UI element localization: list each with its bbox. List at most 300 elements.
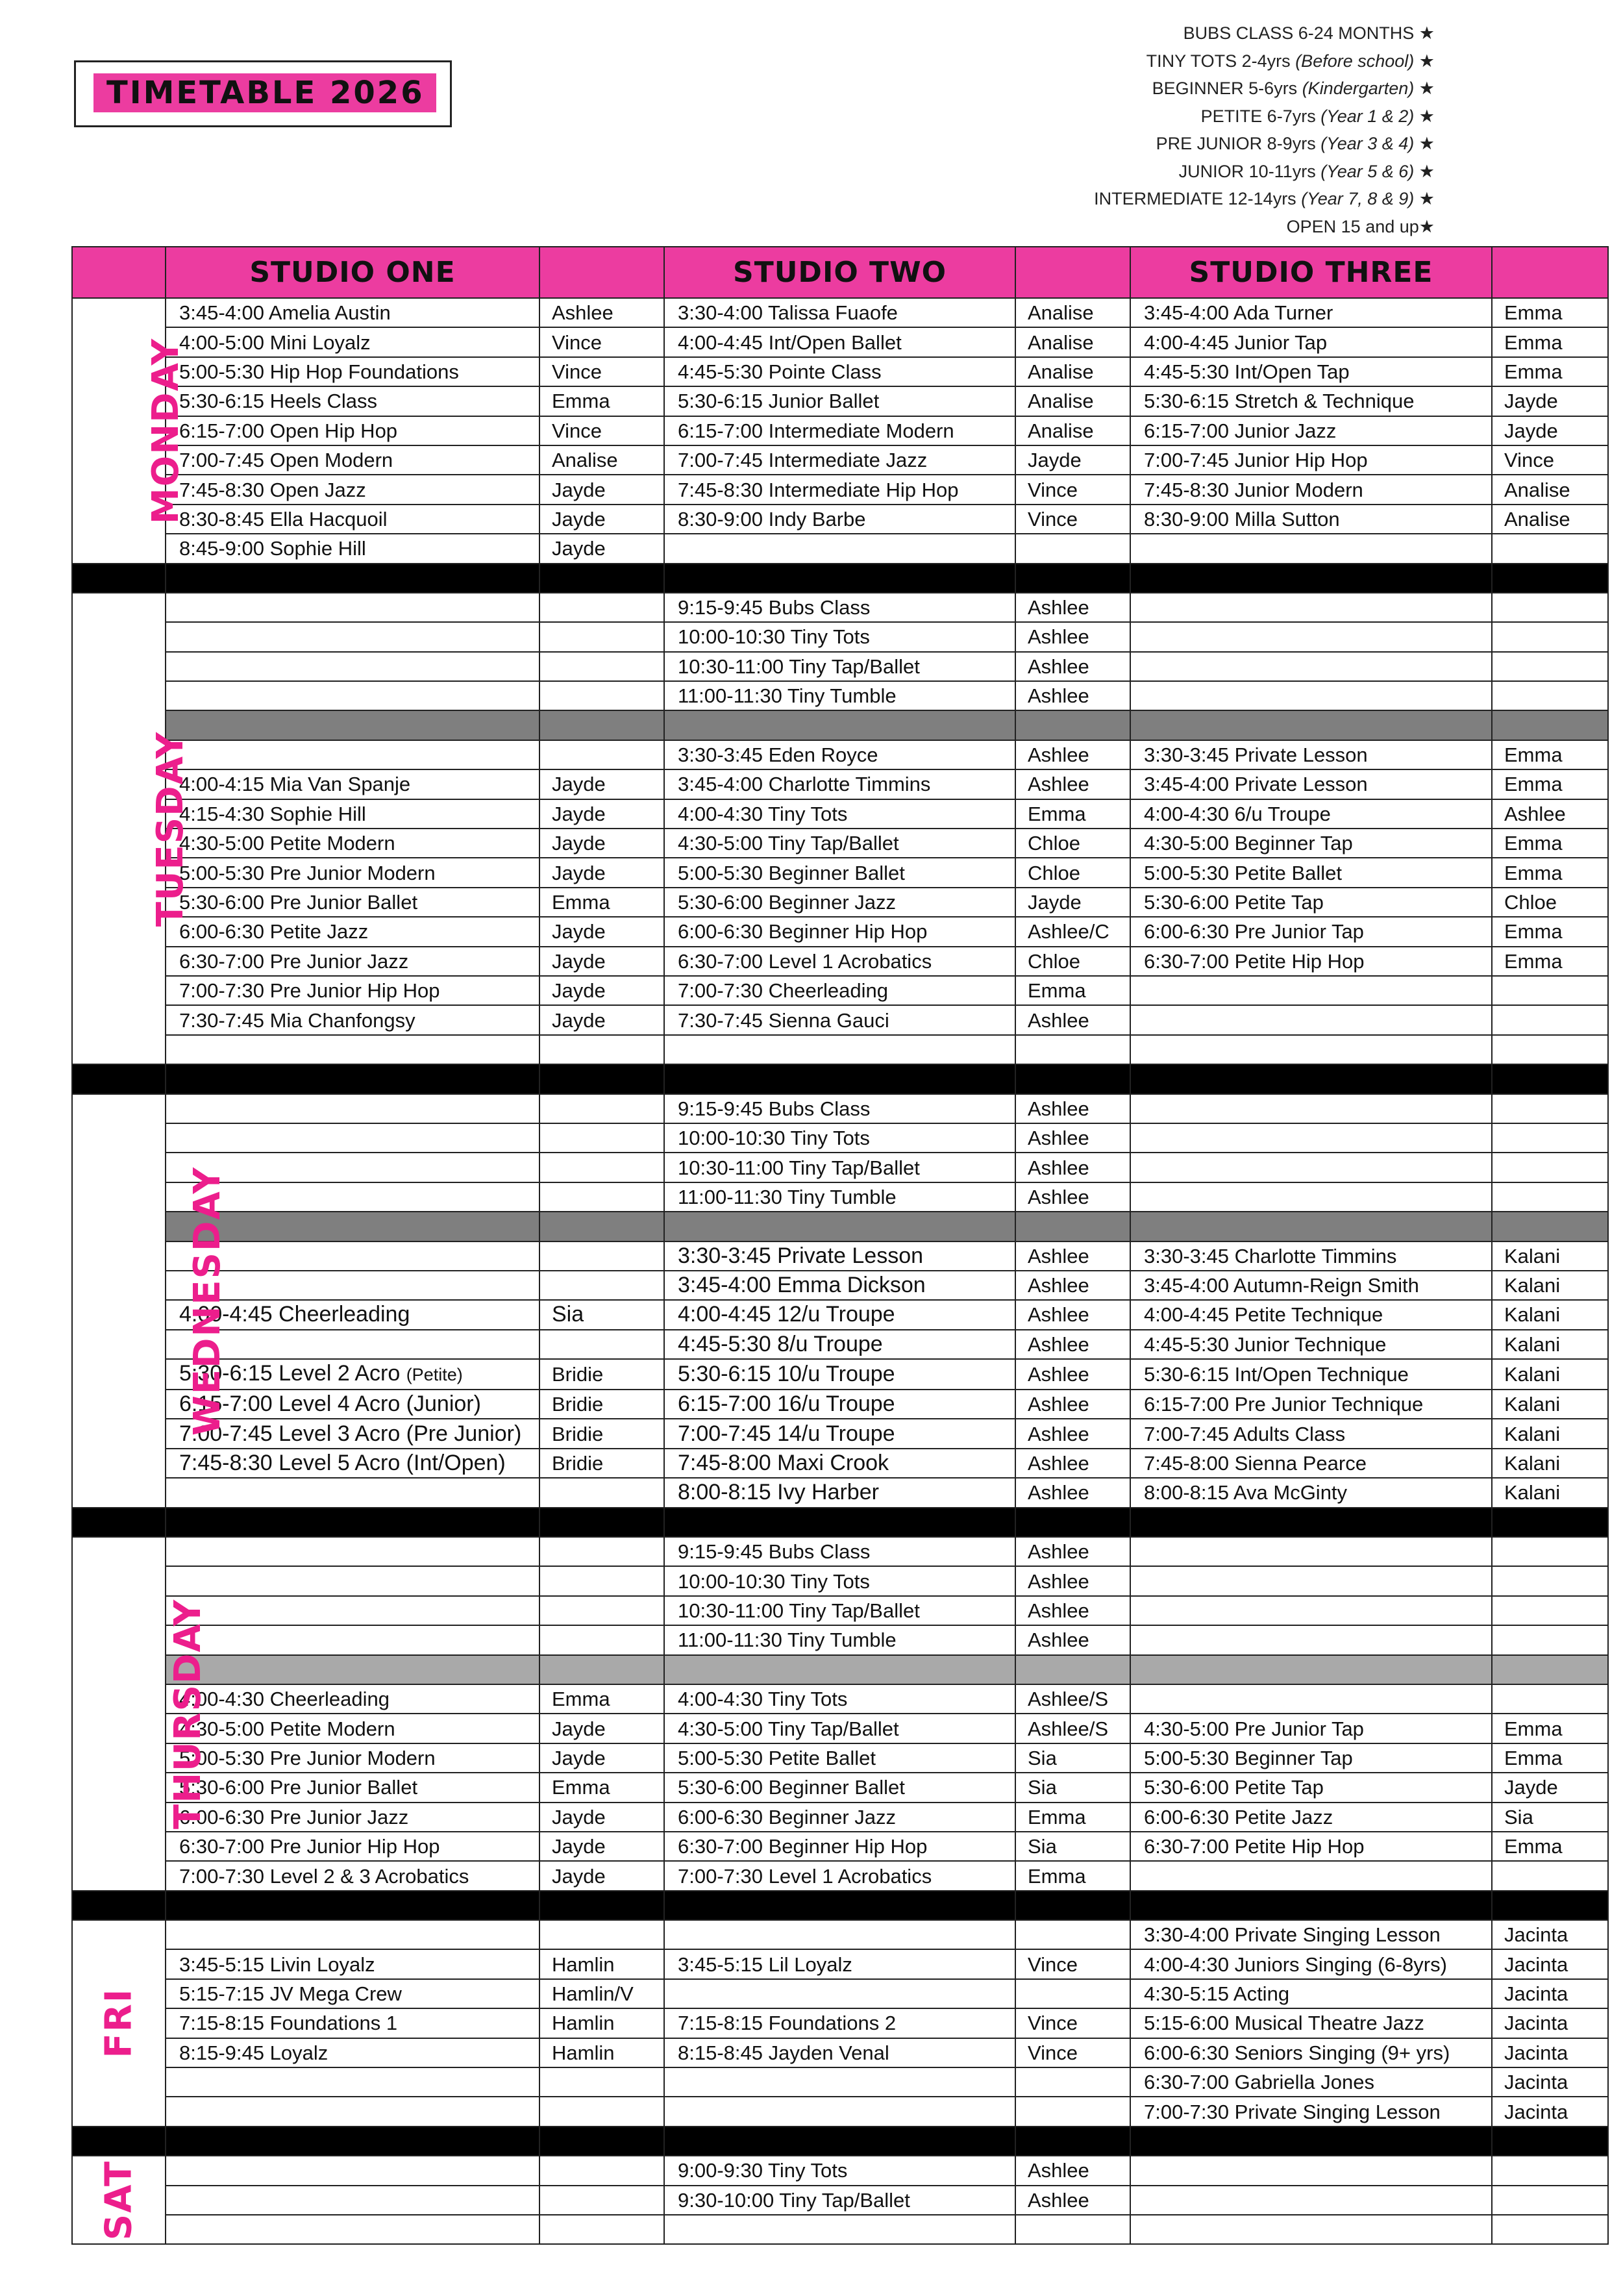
teacher-cell: Ashlee — [1015, 1390, 1130, 1419]
star-icon: ★ — [1414, 189, 1435, 208]
break-cell — [539, 1212, 664, 1241]
class-cell: 7:00-7:45 Adults Class — [1130, 1419, 1492, 1448]
teacher-cell: Ashlee — [1015, 1182, 1130, 1212]
teacher-cell: Ashlee — [1015, 2186, 1130, 2215]
teacher-cell: Ashlee/C — [1015, 917, 1130, 946]
class-row — [72, 416, 1608, 445]
class-cell: 6:00-6:30 Beginner Jazz — [664, 1803, 1015, 1832]
class-cell: 5:00-5:30 Beginner Tap — [1130, 1743, 1492, 1773]
class-row — [72, 2156, 1608, 2185]
class-row — [72, 1537, 1608, 1566]
day-label — [72, 1094, 229, 1508]
teacher-cell: Jayde — [539, 1832, 664, 1861]
day-divider-cell — [1492, 1891, 1608, 1920]
class-cell — [166, 1123, 539, 1153]
teacher-cell: Emma — [1492, 298, 1608, 327]
class-row — [72, 2097, 1608, 2126]
class-cell: 4:00-4:30 Tiny Tots — [664, 799, 1015, 829]
teacher-cell: Vince — [539, 327, 664, 356]
teacher-cell: Ashlee — [1015, 1566, 1130, 1595]
studio-header — [664, 247, 1015, 298]
class-row — [72, 1390, 1608, 1419]
teacher-cell: Emma — [1492, 1714, 1608, 1743]
teacher-cell: Jayde — [539, 769, 664, 799]
teacher-cell: Ashlee — [1015, 1419, 1130, 1448]
teacher-cell — [539, 652, 664, 681]
teacher-cell: Emma — [1015, 976, 1130, 1005]
class-cell: 5:30-6:00 Petite Tap — [1130, 1773, 1492, 1802]
teacher-cell: Ashlee — [1015, 1537, 1130, 1566]
class-cell: 6:15-7:00 16/u Troupe — [664, 1390, 1015, 1419]
day-name: WEDNESDAY — [186, 1166, 229, 1436]
teacher-cell — [539, 1330, 664, 1359]
class-row — [72, 1566, 1608, 1595]
class-cell: 4:30-5:00 Tiny Tap/Ballet — [664, 1714, 1015, 1743]
star-icon: ★ — [1414, 161, 1435, 181]
legend-line — [1094, 158, 1435, 186]
class-cell: 7:45-8:00 Sienna Pearce — [1130, 1449, 1492, 1478]
studio-name: STUDIO THREE — [1189, 256, 1433, 289]
break-cell — [664, 710, 1015, 740]
class-cell: 4:00-4:45 Petite Technique — [1130, 1300, 1492, 1329]
teacher-cell: Sia — [1015, 1773, 1130, 1802]
class-row — [72, 327, 1608, 356]
class-cell: 5:30-6:15 Stretch & Technique — [1130, 386, 1492, 416]
class-cell: 5:30-6:15 Junior Ballet — [664, 386, 1015, 416]
teacher-cell — [1492, 2156, 1608, 2185]
class-cell: 4:00-4:45 Junior Tap — [1130, 327, 1492, 356]
legend-label: PETITE 6-7yrs — [1200, 106, 1321, 126]
class-cell: 5:30-6:00 Beginner Ballet — [664, 1773, 1015, 1802]
teacher-cell: Hamlin — [539, 1949, 664, 1978]
class-cell: 10:00-10:30 Tiny Tots — [664, 1123, 1015, 1153]
teacher-cell: Jayde — [1015, 445, 1130, 475]
teacher-cell: Jayde — [539, 1803, 664, 1832]
class-cell — [166, 1920, 539, 1949]
teacher-cell: Sia — [1492, 1803, 1608, 1832]
teacher-cell: Analise — [1492, 475, 1608, 504]
class-row — [72, 829, 1608, 858]
class-row — [72, 622, 1608, 651]
class-cell: 4:30-5:00 Beginner Tap — [1130, 829, 1492, 858]
class-row — [72, 1330, 1608, 1359]
star-icon: ★ — [1419, 216, 1435, 236]
day-divider-cell — [1492, 1064, 1608, 1093]
day-divider-cell — [72, 1064, 166, 1093]
day-divider-cell — [72, 2127, 166, 2156]
class-row — [72, 1005, 1608, 1034]
class-cell: 6:15-7:00 Open Hip Hop — [166, 416, 539, 445]
day-divider — [72, 564, 1608, 593]
title-banner — [93, 73, 436, 112]
legend-label: TINY TOTS 2-4yrs — [1146, 51, 1296, 71]
class-row — [72, 1359, 1608, 1390]
teacher-cell: Kalani — [1492, 1242, 1608, 1271]
teacher-cell: Emma — [1492, 357, 1608, 386]
teacher-cell: Ashlee/S — [1015, 1714, 1130, 1743]
day-label — [72, 1537, 210, 1891]
teacher-cell: Vince — [539, 357, 664, 386]
legend-school-year: (Year 7, 8 & 9) — [1301, 189, 1415, 208]
teacher-cell: Bridie — [539, 1419, 664, 1448]
class-cell: 7:00-7:30 Cheerleading — [664, 976, 1015, 1005]
teacher-cell — [1015, 1920, 1130, 1949]
class-cell: 9:00-9:30 Tiny Tots — [664, 2156, 1015, 2185]
class-cell: 7:30-7:45 Sienna Gauci — [664, 1005, 1015, 1034]
class-cell — [1130, 1861, 1492, 1890]
class-cell — [166, 2215, 539, 2244]
class-cell: 3:45-4:00 Ada Turner — [1130, 298, 1492, 327]
teacher-cell: Emma — [1492, 769, 1608, 799]
class-row — [72, 1123, 1608, 1153]
class-row — [72, 593, 1608, 622]
teacher-cell — [539, 2097, 664, 2126]
teacher-cell: Kalani — [1492, 1330, 1608, 1359]
day-divider-cell — [166, 2127, 539, 2156]
teacher-cell — [539, 740, 664, 769]
day-label — [72, 2156, 166, 2244]
class-cell: 5:30-6:15 Heels Class — [166, 386, 539, 416]
teacher-cell: Emma — [539, 888, 664, 917]
day-name: TUESDAY — [149, 730, 192, 927]
break-cell — [166, 710, 539, 740]
teacher-cell: Vince — [1492, 445, 1608, 475]
class-cell: 8:45-9:00 Sophie Hill — [166, 534, 539, 563]
teacher-cell: Kalani — [1492, 1359, 1608, 1390]
teacher-cell — [539, 593, 664, 622]
class-row — [72, 1861, 1608, 1890]
class-cell: 7:15-8:15 Foundations 1 — [166, 2008, 539, 2038]
teacher-cell: Sia — [1015, 1743, 1130, 1773]
teacher-cell — [1015, 2097, 1130, 2126]
break-cell — [1015, 1655, 1130, 1684]
day-label — [72, 593, 192, 1064]
class-row — [72, 1684, 1608, 1714]
class-row — [72, 1714, 1608, 1743]
teacher-cell: Jacinta — [1492, 2067, 1608, 2097]
class-cell: 8:30-9:00 Milla Sutton — [1130, 505, 1492, 534]
teacher-cell: Jacinta — [1492, 2038, 1608, 2067]
teacher-cell — [1015, 2215, 1130, 2244]
teacher-cell: Ashlee — [1015, 1330, 1130, 1359]
teacher-cell: Kalani — [1492, 1449, 1608, 1478]
day-divider-cell — [664, 564, 1015, 593]
day-divider-cell — [1492, 564, 1608, 593]
class-cell — [166, 622, 539, 651]
class-row — [72, 1035, 1608, 1064]
teacher-cell: Chloe — [1015, 947, 1130, 976]
studio-name: STUDIO ONE — [249, 256, 456, 289]
class-cell: 7:45-8:00 Maxi Crook — [664, 1449, 1015, 1478]
teacher-cell — [1492, 1566, 1608, 1595]
teacher-cell: Kalani — [1492, 1271, 1608, 1300]
class-row — [72, 2186, 1608, 2215]
teacher-cell: Emma — [1015, 799, 1130, 829]
class-cell: 4:00-4:15 Mia Van Spanje — [166, 769, 539, 799]
teacher-cell — [539, 1478, 664, 1507]
teacher-cell — [539, 1123, 664, 1153]
teacher-cell — [1492, 1035, 1608, 1064]
class-cell: 8:15-9:45 Loyalz — [166, 2038, 539, 2067]
teacher-cell: Ashlee — [1015, 593, 1130, 622]
teacher-cell: Hamlin/V — [539, 1979, 664, 2008]
class-cell: 6:30-7:00 Pre Junior Hip Hop — [166, 1832, 539, 1861]
class-row — [72, 1596, 1608, 1625]
legend-label: OPEN 15 and up — [1286, 216, 1419, 236]
class-cell: 7:45-8:30 Intermediate Hip Hop — [664, 475, 1015, 504]
class-cell: 6:30-7:00 Beginner Hip Hop — [664, 1832, 1015, 1861]
class-cell — [1130, 1537, 1492, 1566]
teacher-cell: Jayde — [1492, 1773, 1608, 1802]
class-row — [72, 917, 1608, 946]
day-divider-cell — [72, 564, 166, 593]
break-cell — [1130, 1212, 1492, 1241]
class-cell — [1130, 1596, 1492, 1625]
class-cell: 6:00-6:30 Petite Jazz — [166, 917, 539, 946]
class-cell: 6:30-7:00 Level 1 Acrobatics — [664, 947, 1015, 976]
class-cell — [1130, 976, 1492, 1005]
class-cell: 6:00-6:30 Petite Jazz — [1130, 1803, 1492, 1832]
teacher-cell — [1492, 1094, 1608, 1123]
day-name: MONDAY — [145, 337, 188, 524]
class-row — [72, 2067, 1608, 2097]
day-divider — [72, 1508, 1608, 1537]
break-cell — [1130, 1655, 1492, 1684]
teacher-cell — [539, 2067, 664, 2097]
class-cell — [1130, 1094, 1492, 1123]
class-cell: 6:30-7:00 Petite Hip Hop — [1130, 1832, 1492, 1861]
teacher-cell: Emma — [1492, 1832, 1608, 1861]
class-row — [72, 1920, 1608, 1949]
legend-line — [1094, 75, 1435, 103]
day-divider — [72, 1891, 1608, 1920]
class-cell: 4:00-4:45 12/u Troupe — [664, 1300, 1015, 1329]
class-cell: 6:30-7:00 Pre Junior Jazz — [166, 947, 539, 976]
teacher-cell — [539, 2156, 664, 2185]
class-row — [72, 1625, 1608, 1654]
class-age-note: (Petite) — [406, 1365, 463, 1385]
break-row — [72, 710, 1608, 740]
class-cell: 7:00-7:45 Open Modern — [166, 445, 539, 475]
class-cell — [664, 2097, 1015, 2126]
class-row — [72, 2215, 1608, 2244]
class-row — [72, 976, 1608, 1005]
teacher-cell: Emma — [539, 386, 664, 416]
class-row — [72, 1449, 1608, 1478]
star-icon: ★ — [1414, 51, 1435, 71]
legend-school-year: (Kindergarten) — [1302, 79, 1415, 98]
day-divider-cell — [1015, 564, 1130, 593]
teacher-cell — [1015, 2067, 1130, 2097]
class-row — [72, 1478, 1608, 1507]
class-cell: 4:30-5:15 Acting — [1130, 1979, 1492, 2008]
class-cell: 3:30-3:45 Private Lesson — [1130, 740, 1492, 769]
studio-header-teacher — [539, 247, 664, 298]
teacher-cell — [539, 1625, 664, 1654]
class-cell: 7:00-7:45 Junior Hip Hop — [1130, 445, 1492, 475]
teacher-cell: Ashlee — [1015, 622, 1130, 651]
teacher-cell — [1492, 976, 1608, 1005]
class-cell — [664, 1979, 1015, 2008]
teacher-cell: Kalani — [1492, 1300, 1608, 1329]
class-row — [72, 1242, 1608, 1271]
class-cell — [1130, 1153, 1492, 1182]
teacher-cell: Jacinta — [1492, 2008, 1608, 2038]
teacher-cell: Emma — [1492, 829, 1608, 858]
class-cell — [1130, 593, 1492, 622]
class-cell: 6:00-6:30 Seniors Singing (9+ yrs) — [1130, 2038, 1492, 2067]
teacher-cell — [1492, 681, 1608, 710]
star-icon: ★ — [1414, 134, 1435, 153]
class-row — [72, 1271, 1608, 1300]
day-divider-cell — [1130, 1891, 1492, 1920]
class-cell — [166, 1596, 539, 1625]
teacher-cell — [1492, 593, 1608, 622]
day-divider-cell — [1130, 2127, 1492, 2156]
teacher-cell: Vince — [1015, 2008, 1130, 2038]
class-row — [72, 1803, 1608, 1832]
star-icon: ★ — [1414, 106, 1435, 126]
class-cell — [664, 2215, 1015, 2244]
legend-school-year: (Year 5 & 6) — [1320, 161, 1415, 181]
teacher-cell — [1492, 1625, 1608, 1654]
teacher-cell — [1492, 652, 1608, 681]
class-cell: 3:30-3:45 Eden Royce — [664, 740, 1015, 769]
class-row — [72, 1743, 1608, 1773]
class-cell — [166, 740, 539, 769]
class-cell: 7:00-7:45 14/u Troupe — [664, 1419, 1015, 1448]
teacher-cell: Jayde — [539, 858, 664, 887]
class-row — [72, 858, 1608, 887]
day-divider-cell — [166, 564, 539, 593]
teacher-cell — [1492, 1684, 1608, 1714]
break-cell — [1492, 1212, 1608, 1241]
class-cell: 4:45-5:30 Junior Technique — [1130, 1330, 1492, 1359]
class-cell — [1130, 1684, 1492, 1714]
teacher-cell: Hamlin — [539, 2038, 664, 2067]
day-divider-cell — [72, 1508, 166, 1537]
class-row — [72, 681, 1608, 710]
class-row — [72, 888, 1608, 917]
class-cell: 6:15-7:00 Pre Junior Technique — [1130, 1390, 1492, 1419]
teacher-cell — [539, 2215, 664, 2244]
class-row — [72, 740, 1608, 769]
class-cell: 5:15-6:00 Musical Theatre Jazz — [1130, 2008, 1492, 2038]
class-cell — [166, 1537, 539, 1566]
teacher-cell: Vince — [1015, 475, 1130, 504]
teacher-cell — [539, 1537, 664, 1566]
class-cell: 3:30-4:00 Talissa Fuaofe — [664, 298, 1015, 327]
class-cell — [166, 1625, 539, 1654]
class-cell — [1130, 1625, 1492, 1654]
class-cell — [1130, 1566, 1492, 1595]
class-cell: 4:45-5:30 8/u Troupe — [664, 1330, 1015, 1359]
teacher-cell: Emma — [539, 1773, 664, 1802]
class-cell — [1130, 1005, 1492, 1034]
class-row — [72, 652, 1608, 681]
teacher-cell: Analise — [1015, 386, 1130, 416]
timetable — [71, 246, 1609, 2245]
class-row — [72, 1182, 1608, 1212]
day-divider-cell — [664, 1508, 1015, 1537]
legend-school-year: (Year 1 & 2) — [1320, 106, 1415, 126]
teacher-cell — [539, 1182, 664, 1212]
day-divider — [72, 2127, 1608, 2156]
studio-name: STUDIO TWO — [733, 256, 947, 289]
teacher-cell — [539, 1596, 664, 1625]
studio-header — [166, 247, 539, 298]
class-cell: 5:30-6:15 Int/Open Technique — [1130, 1359, 1492, 1390]
break-cell — [539, 1655, 664, 1684]
class-cell: 10:30-11:00 Tiny Tap/Ballet — [664, 1153, 1015, 1182]
teacher-cell: Jayde — [539, 475, 664, 504]
teacher-cell: Emma — [539, 1684, 664, 1714]
teacher-cell: Ashlee — [1015, 652, 1130, 681]
teacher-cell: Emma — [1492, 947, 1608, 976]
class-cell: 8:30-9:00 Indy Barbe — [664, 505, 1015, 534]
teacher-cell — [539, 681, 664, 710]
class-cell: 6:00-6:30 Pre Junior Tap — [1130, 917, 1492, 946]
legend-line — [1094, 213, 1435, 241]
class-cell: 3:45-4:00 Amelia Austin — [166, 298, 539, 327]
class-cell: 10:00-10:30 Tiny Tots — [664, 622, 1015, 651]
star-icon: ★ — [1414, 79, 1435, 98]
class-cell: 7:00-7:30 Level 2 & 3 Acrobatics — [166, 1861, 539, 1890]
teacher-cell: Ashlee — [1015, 1449, 1130, 1478]
teacher-cell: Ashlee — [1015, 1123, 1130, 1153]
class-cell: 6:15-7:00 Junior Jazz — [1130, 416, 1492, 445]
break-cell — [539, 710, 664, 740]
teacher-cell — [1015, 534, 1130, 563]
class-cell: 5:00-5:30 Beginner Ballet — [664, 858, 1015, 887]
class-cell — [664, 534, 1015, 563]
class-cell: 3:30-3:45 Private Lesson — [664, 1242, 1015, 1271]
teacher-cell: Jayde — [539, 1714, 664, 1743]
class-cell: 6:30-7:00 Gabriella Jones — [1130, 2067, 1492, 2097]
legend-label: BUBS CLASS 6-24 MONTHS — [1183, 23, 1415, 43]
legend-label: JUNIOR 10-11yrs — [1178, 161, 1321, 181]
teacher-cell: Jacinta — [1492, 1949, 1608, 1978]
class-cell: 4:00-4:30 Juniors Singing (6-8yrs) — [1130, 1949, 1492, 1978]
studio-header-teacher — [1015, 247, 1130, 298]
class-row — [72, 534, 1608, 563]
teacher-cell — [1492, 1005, 1608, 1034]
teacher-cell: Kalani — [1492, 1390, 1608, 1419]
class-cell — [1130, 534, 1492, 563]
day-label — [72, 298, 188, 564]
class-cell: 8:00-8:15 Ivy Harber — [664, 1478, 1015, 1507]
class-cell — [1130, 2156, 1492, 2185]
class-cell: 8:15-8:45 Jayden Venal — [664, 2038, 1015, 2067]
day-divider-cell — [1492, 1508, 1608, 1537]
teacher-cell: Ashlee — [1015, 769, 1130, 799]
class-cell — [166, 1478, 539, 1507]
teacher-cell: Jayde — [539, 947, 664, 976]
legend-line — [1094, 47, 1435, 75]
teacher-cell: Ashlee — [1015, 681, 1130, 710]
teacher-cell — [539, 1566, 664, 1595]
class-cell: 5:00-5:30 Petite Ballet — [1130, 858, 1492, 887]
class-cell: 4:00-4:30 Cheerleading — [166, 1684, 539, 1714]
studio-header-teacher — [1492, 247, 1608, 298]
class-cell — [1130, 2215, 1492, 2244]
day-divider-cell — [1015, 1891, 1130, 1920]
teacher-cell: Emma — [1492, 740, 1608, 769]
class-cell: 3:45-4:00 Private Lesson — [1130, 769, 1492, 799]
teacher-cell: Hamlin — [539, 2008, 664, 2038]
legend-line — [1094, 19, 1435, 47]
class-row — [72, 769, 1608, 799]
